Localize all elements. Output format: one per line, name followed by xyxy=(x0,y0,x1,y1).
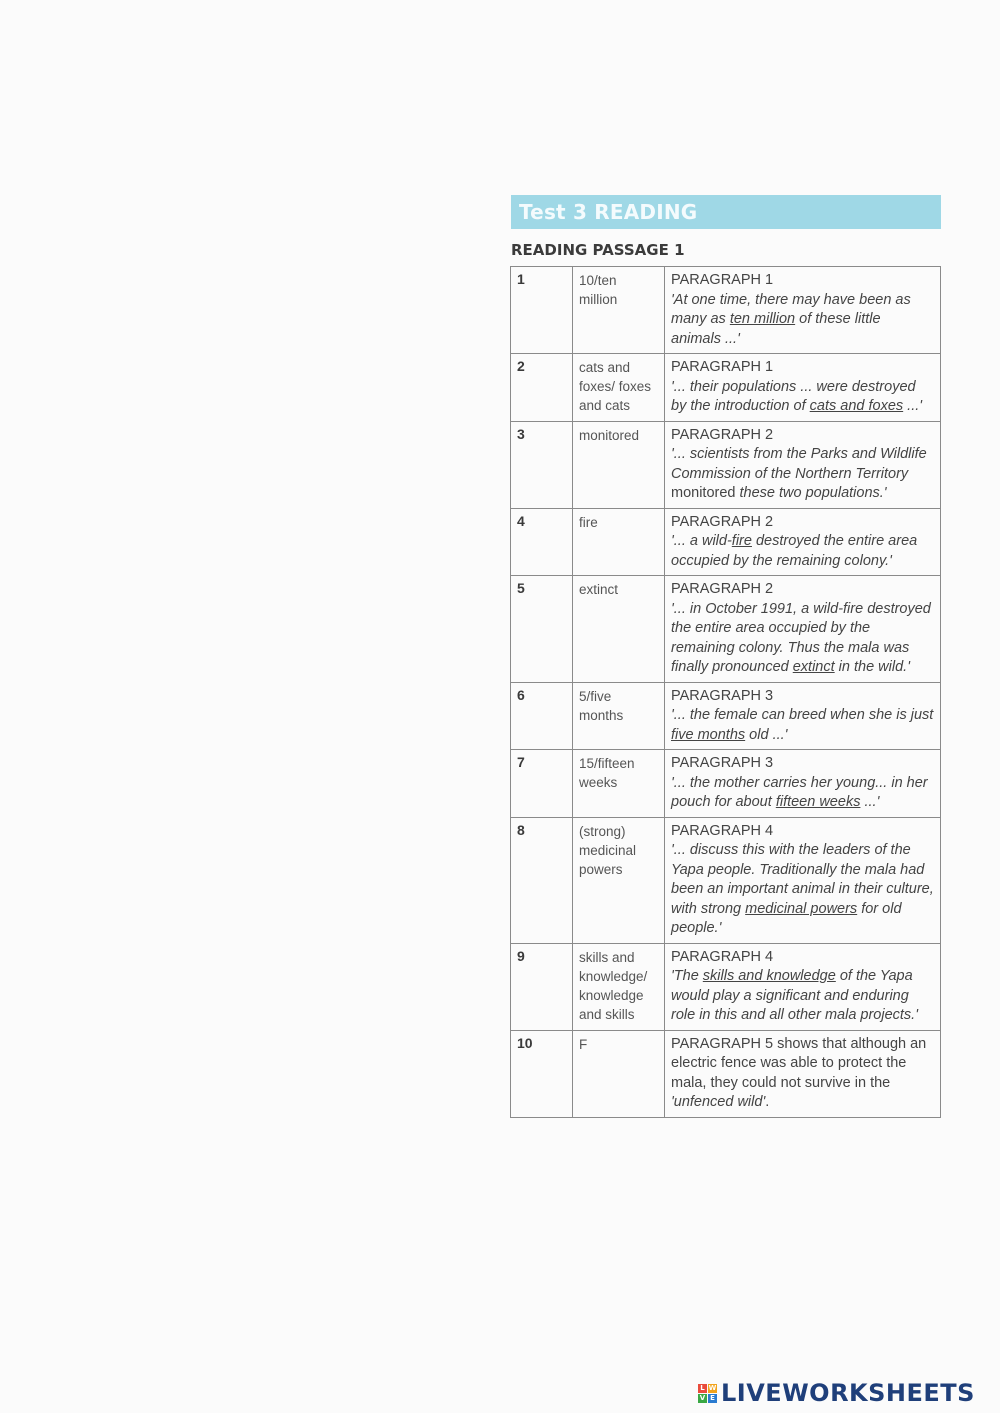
evidence-cell xyxy=(665,354,941,422)
paragraph-reference: PARAGRAPH 1 xyxy=(671,359,774,375)
answer-text: 15/fifteen weeks xyxy=(573,750,665,818)
evidence-text: extinct xyxy=(792,659,835,675)
evidence-cell xyxy=(665,682,941,750)
answer-row xyxy=(511,576,941,683)
question-number: 1 xyxy=(511,267,573,354)
question-number: 4 xyxy=(511,508,573,576)
evidence-cell xyxy=(665,943,941,1030)
paragraph-reference: PARAGRAPH 3 xyxy=(671,755,774,771)
answer-text: 5/five months xyxy=(573,682,665,750)
evidence-cell xyxy=(665,750,941,818)
answer-key-body xyxy=(511,267,941,1118)
test-banner xyxy=(511,195,941,229)
evidence-cell xyxy=(665,576,941,683)
evidence-text: ...' xyxy=(903,398,923,414)
evidence-text: '... discuss this with the leaders of the Yapa people. Traditionally the mala had been an important animal in their culture, with strong xyxy=(671,842,934,917)
evidence-cell xyxy=(665,508,941,576)
evidence-cell xyxy=(665,421,941,508)
question-number: 5 xyxy=(511,576,573,683)
watermark-text: LIVEWORKSHEETS xyxy=(721,1379,975,1407)
banner-title: Test 3 READING xyxy=(519,200,698,224)
answer-text: monitored xyxy=(573,421,665,508)
evidence-text: '... a wild- xyxy=(671,533,732,549)
logo-letter-1: L xyxy=(698,1384,707,1393)
evidence-text: . xyxy=(765,1094,770,1110)
evidence-text: '... scientists from the Parks and Wildlife Commission of the Northern Territory xyxy=(671,446,927,482)
evidence-text: '... the mother carries her young... in her pouch for about xyxy=(671,774,928,810)
evidence-text: 'At one time, there may have been as many as xyxy=(671,291,911,327)
paragraph-reference: PARAGRAPH 2 xyxy=(671,426,774,443)
question-number: 2 xyxy=(511,354,573,422)
question-number: 9 xyxy=(511,943,573,1030)
paragraph-reference: PARAGRAPH 2 xyxy=(671,513,774,530)
paragraph-reference: PARAGRAPH 2 xyxy=(671,581,774,597)
paragraph-reference: PARAGRAPH 4 xyxy=(671,948,774,965)
evidence-text: cats and foxes xyxy=(809,398,904,414)
evidence-text: of these little animals ...' xyxy=(671,311,881,347)
evidence-cell xyxy=(665,817,941,943)
evidence-text: old ...' xyxy=(745,726,788,743)
answer-text: F xyxy=(573,1030,665,1117)
question-number: 6 xyxy=(511,682,573,750)
evidence-cell xyxy=(665,267,941,354)
evidence-text: ten million xyxy=(729,311,796,327)
question-number: 10 xyxy=(511,1030,573,1117)
logo-letter-3: V xyxy=(699,1394,706,1402)
question-number: 3 xyxy=(511,421,573,508)
answer-row xyxy=(511,1030,941,1117)
answer-row xyxy=(511,267,941,354)
paragraph-reference: PARAGRAPH 1 xyxy=(671,272,774,288)
evidence-text: ...' xyxy=(860,794,880,810)
evidence-text: monitored xyxy=(671,485,736,501)
answer-text: 10/ten million xyxy=(573,267,665,354)
evidence-text: for old people.' xyxy=(671,900,902,936)
evidence-text: 'unfenced wild' xyxy=(671,1094,766,1110)
evidence-text: fire xyxy=(731,533,752,549)
evidence-text: '... their populations ... were destroyed by the introduction of xyxy=(671,378,916,414)
evidence-text: PARAGRAPH 5 shows that although an electric fence was able to protect the mala, they could not survive in the xyxy=(671,1035,927,1091)
logo-letter-2: W xyxy=(708,1384,717,1392)
answer-text: (strong) medicinal powers xyxy=(573,817,665,943)
answer-text: fire xyxy=(573,508,665,576)
liveworksheets-watermark xyxy=(698,1378,975,1408)
evidence-text: skills and knowledge xyxy=(702,968,836,984)
evidence-text: destroyed the entire area occupied by the remaining colony.' xyxy=(671,533,918,569)
evidence-text: fifteen weeks xyxy=(775,794,861,810)
answer-row xyxy=(511,354,941,422)
evidence-text: 'The xyxy=(671,968,703,984)
evidence-text: in the wild.' xyxy=(834,659,910,675)
answer-key-table xyxy=(510,266,941,1118)
evidence-cell xyxy=(665,1030,941,1117)
answer-row xyxy=(511,682,941,750)
evidence-text: '... the female can breed when she is just xyxy=(671,707,934,723)
answer-row xyxy=(511,508,941,576)
evidence-text: '... in October 1991, a wild-fire destroyed the entire area occupied by the remaining colony. Thus the mala was finally pronounced xyxy=(671,600,931,675)
logo-letter-4: E xyxy=(708,1394,717,1403)
paragraph-reference: PARAGRAPH 4 xyxy=(671,822,774,839)
evidence-text: five months xyxy=(671,726,746,743)
answer-row xyxy=(511,750,941,818)
answer-text: skills and knowledge/ knowledge and skills xyxy=(573,943,665,1030)
paragraph-reference: PARAGRAPH 3 xyxy=(671,687,774,704)
evidence-text: medicinal powers xyxy=(745,900,858,917)
answer-row xyxy=(511,817,941,943)
evidence-text: these two populations.' xyxy=(735,485,887,501)
question-number: 7 xyxy=(511,750,573,818)
evidence-text: of the Yapa would play a significant and enduring role in this and all other mala projects.' xyxy=(671,968,918,1023)
answer-row xyxy=(511,421,941,508)
answer-text: cats and foxes/ foxes and cats xyxy=(573,354,665,422)
answer-text: extinct xyxy=(573,576,665,683)
question-number: 8 xyxy=(511,817,573,943)
liveworksheets-logo-icon xyxy=(698,1384,717,1403)
section-title: READING PASSAGE 1 xyxy=(511,241,685,259)
answer-row xyxy=(511,943,941,1030)
